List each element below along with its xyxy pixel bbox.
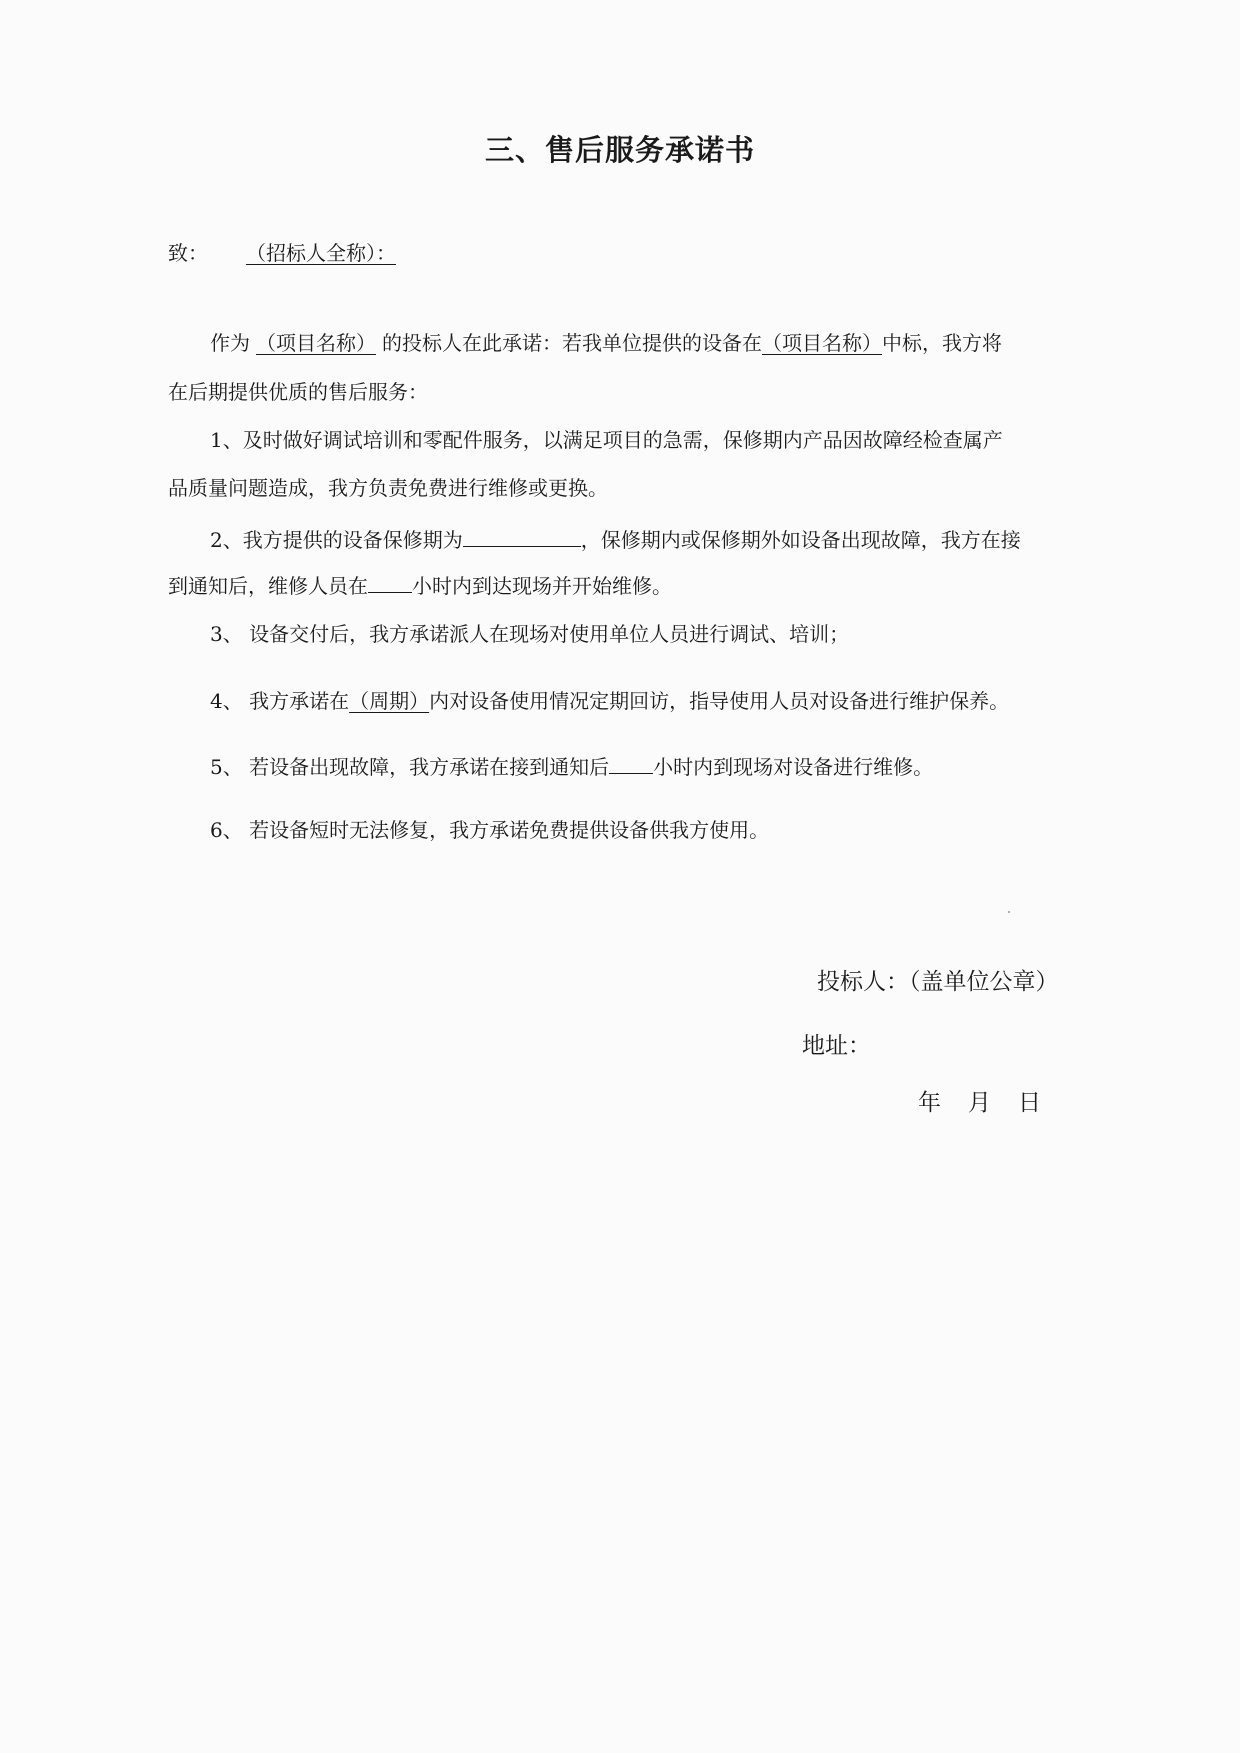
item-4-text-a: 4、 我方承诺在: [210, 689, 350, 713]
addressee-name: （招标人全称）：: [246, 241, 396, 265]
item-5: [210, 751, 933, 782]
arrival-hours-blank: [368, 570, 412, 593]
item-5-text-a: 5、 若设备出现故障，我方承诺在接到通知后: [210, 755, 610, 779]
project-name-1: （项目名称）: [256, 331, 376, 355]
document-title: 三、售后服务承诺书: [484, 133, 755, 167]
intro-text-a: 作为: [210, 331, 250, 355]
item-5-text-b: 小时内到现场对设备进行维修。: [653, 755, 934, 779]
item-6: 6、 若设备短时无法修复，我方承诺免费提供设备供我方使用。: [210, 818, 770, 842]
intro-line-2: 在后期提供优质的售后服务：: [168, 380, 428, 404]
addressee-line: [168, 238, 420, 268]
warranty-period-blank: [463, 524, 581, 547]
item-2-text-a: 2、我方提供的设备保修期为: [210, 528, 463, 552]
item-1-line-1: 1、及时做好调试培训和零配件服务，以满足项目的急需，保修期内产品因故障经检查属产: [210, 428, 1003, 452]
item-2-text-d: 小时内到达现场并开始维修。: [412, 574, 672, 598]
item-1-line-2: 品质量问题造成，我方负责免费进行维修或更换。: [168, 476, 608, 500]
addressee-prefix: 致：: [168, 241, 208, 265]
address-line: 地址：: [802, 1033, 871, 1059]
item-2-line-2: [168, 570, 672, 601]
intro-text-b: 的投标人在此承诺：若我单位提供的设备在: [382, 331, 762, 355]
intro-text-c: 中标，我方将: [882, 331, 1002, 355]
project-name-2: （项目名称）: [762, 331, 882, 355]
item-2-line-1: [210, 524, 1021, 555]
item-3: 3、 设备交付后，我方承诺派人在现场对使用单位人员进行调试、培训；: [210, 622, 850, 646]
item-2-text-c: 到通知后，维修人员在: [168, 574, 368, 598]
repair-hours-blank: [609, 751, 653, 774]
item-4: [210, 686, 1009, 716]
bidder-seal-line: 投标人：（盖单位公章）: [817, 969, 1059, 995]
date-line: 年 月 日: [918, 1090, 1043, 1116]
intro-line-1: [210, 328, 1002, 358]
scan-speck: [1008, 911, 1010, 913]
period-field: （周期）: [349, 689, 430, 713]
item-2-text-b: ，保修期内或保修期外如设备出现故障，我方在接: [580, 528, 1021, 552]
item-4-text-b: 内对设备使用情况定期回访，指导使用人员对设备进行维护保养。: [429, 689, 1010, 713]
